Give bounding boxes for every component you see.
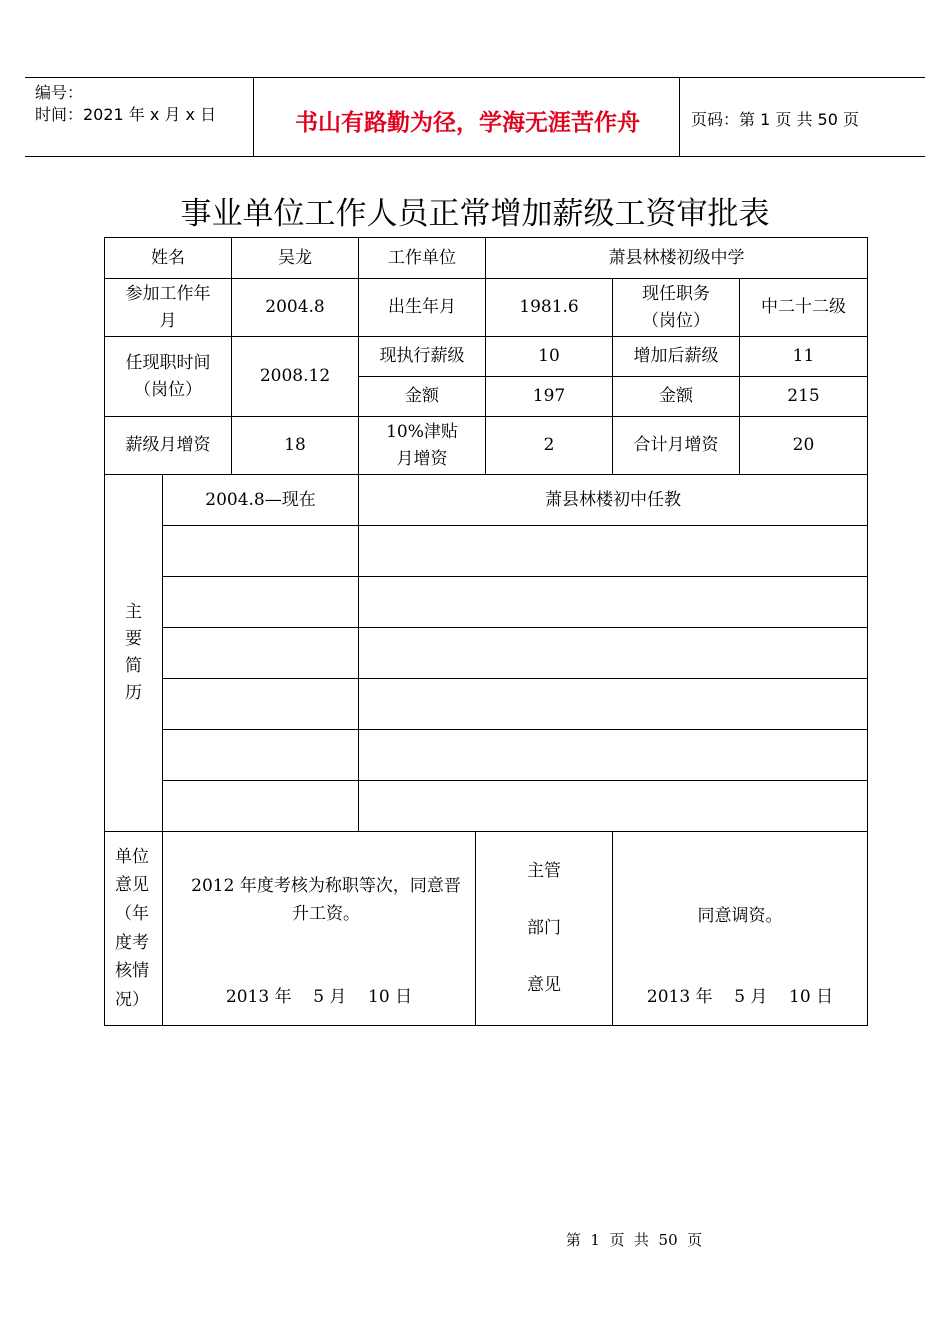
page-footer: 第 1 页 共 50 页 — [565, 1231, 703, 1249]
unit-value: 萧县林楼初级中学 — [486, 238, 868, 279]
dept-opinion-label — [476, 832, 613, 1026]
unit-label: 工作单位 — [359, 238, 486, 279]
current-amount-value: 197 — [486, 377, 613, 417]
number-label: 编号： — [35, 83, 84, 102]
resume-description — [359, 526, 868, 577]
monthly-increase-label: 薪级月增资 — [105, 417, 232, 475]
dept-label-1: 主管 — [527, 861, 561, 881]
join-label: 参加工作年月 — [105, 279, 232, 337]
join-value: 2004.8 — [232, 279, 359, 337]
new-grade-label: 增加后薪级 — [613, 337, 740, 377]
current-grade-value: 10 — [486, 337, 613, 377]
document-header — [25, 77, 925, 157]
unit-opinion-date: 2013 年 5 月 10 日 — [225, 987, 413, 1007]
dept-opinion-date: 2013 年 5 月 10 日 — [646, 987, 834, 1007]
birth-value: 1981.6 — [486, 279, 613, 337]
name-label: 姓名 — [105, 238, 232, 279]
approval-form — [104, 237, 868, 1026]
resume-description — [359, 679, 868, 730]
resume-period — [163, 628, 359, 679]
header-motto: 书山有路勤为径，学海无涯苦作舟 — [295, 110, 640, 136]
unit-opinion-label: 单位意见（年度考核情况） — [105, 832, 163, 1026]
unit-opinion-cell — [163, 832, 476, 1026]
resume-label: 主要简历 — [105, 475, 163, 832]
new-amount-value: 215 — [740, 377, 868, 417]
allowance-label: 10%津贴月增资 — [359, 417, 486, 475]
resume-description — [359, 730, 868, 781]
name-value: 吴龙 — [232, 238, 359, 279]
resume-period — [163, 577, 359, 628]
resume-period — [163, 730, 359, 781]
dept-opinion-text: 同意调资。 — [697, 906, 783, 926]
resume-description — [359, 781, 868, 832]
tenure-label: 任现职时间（岗位） — [105, 337, 232, 417]
resume-description — [359, 577, 868, 628]
dept-label-2: 部门 — [527, 918, 561, 938]
resume-period: 2004.8—现在 — [163, 475, 359, 526]
dept-label-3: 意见 — [527, 975, 561, 995]
dept-opinion-cell — [613, 832, 868, 1026]
new-amount-label: 金额 — [613, 377, 740, 417]
resume-period — [163, 679, 359, 730]
total-increase-label: 合计月增资 — [613, 417, 740, 475]
resume-description — [359, 628, 868, 679]
birth-label: 出生年月 — [359, 279, 486, 337]
unit-opinion-text: 2012 年度考核为称职等次，同意晋升工资。 — [191, 876, 461, 924]
allowance-value: 2 — [486, 417, 613, 475]
time-label: 时间：2021 年 x 月 x 日 — [35, 105, 217, 124]
total-increase-value: 20 — [740, 417, 868, 475]
resume-description: 萧县林楼初中任教 — [359, 475, 868, 526]
page-title: 事业单位工作人员正常增加薪级工资审批表 — [180, 196, 770, 232]
resume-period — [163, 781, 359, 832]
header-divider — [253, 78, 254, 156]
header-page-info: 页码：第 1 页 共 50 页 — [691, 110, 859, 129]
resume-period — [163, 526, 359, 577]
post-value: 中二十二级 — [740, 279, 868, 337]
post-label: 现任职务（岗位） — [613, 279, 740, 337]
monthly-increase-value: 18 — [232, 417, 359, 475]
current-grade-label: 现执行薪级 — [359, 337, 486, 377]
new-grade-value: 11 — [740, 337, 868, 377]
header-divider — [679, 78, 680, 156]
current-amount-label: 金额 — [359, 377, 486, 417]
tenure-value: 2008.12 — [232, 337, 359, 417]
header-meta — [35, 82, 216, 126]
